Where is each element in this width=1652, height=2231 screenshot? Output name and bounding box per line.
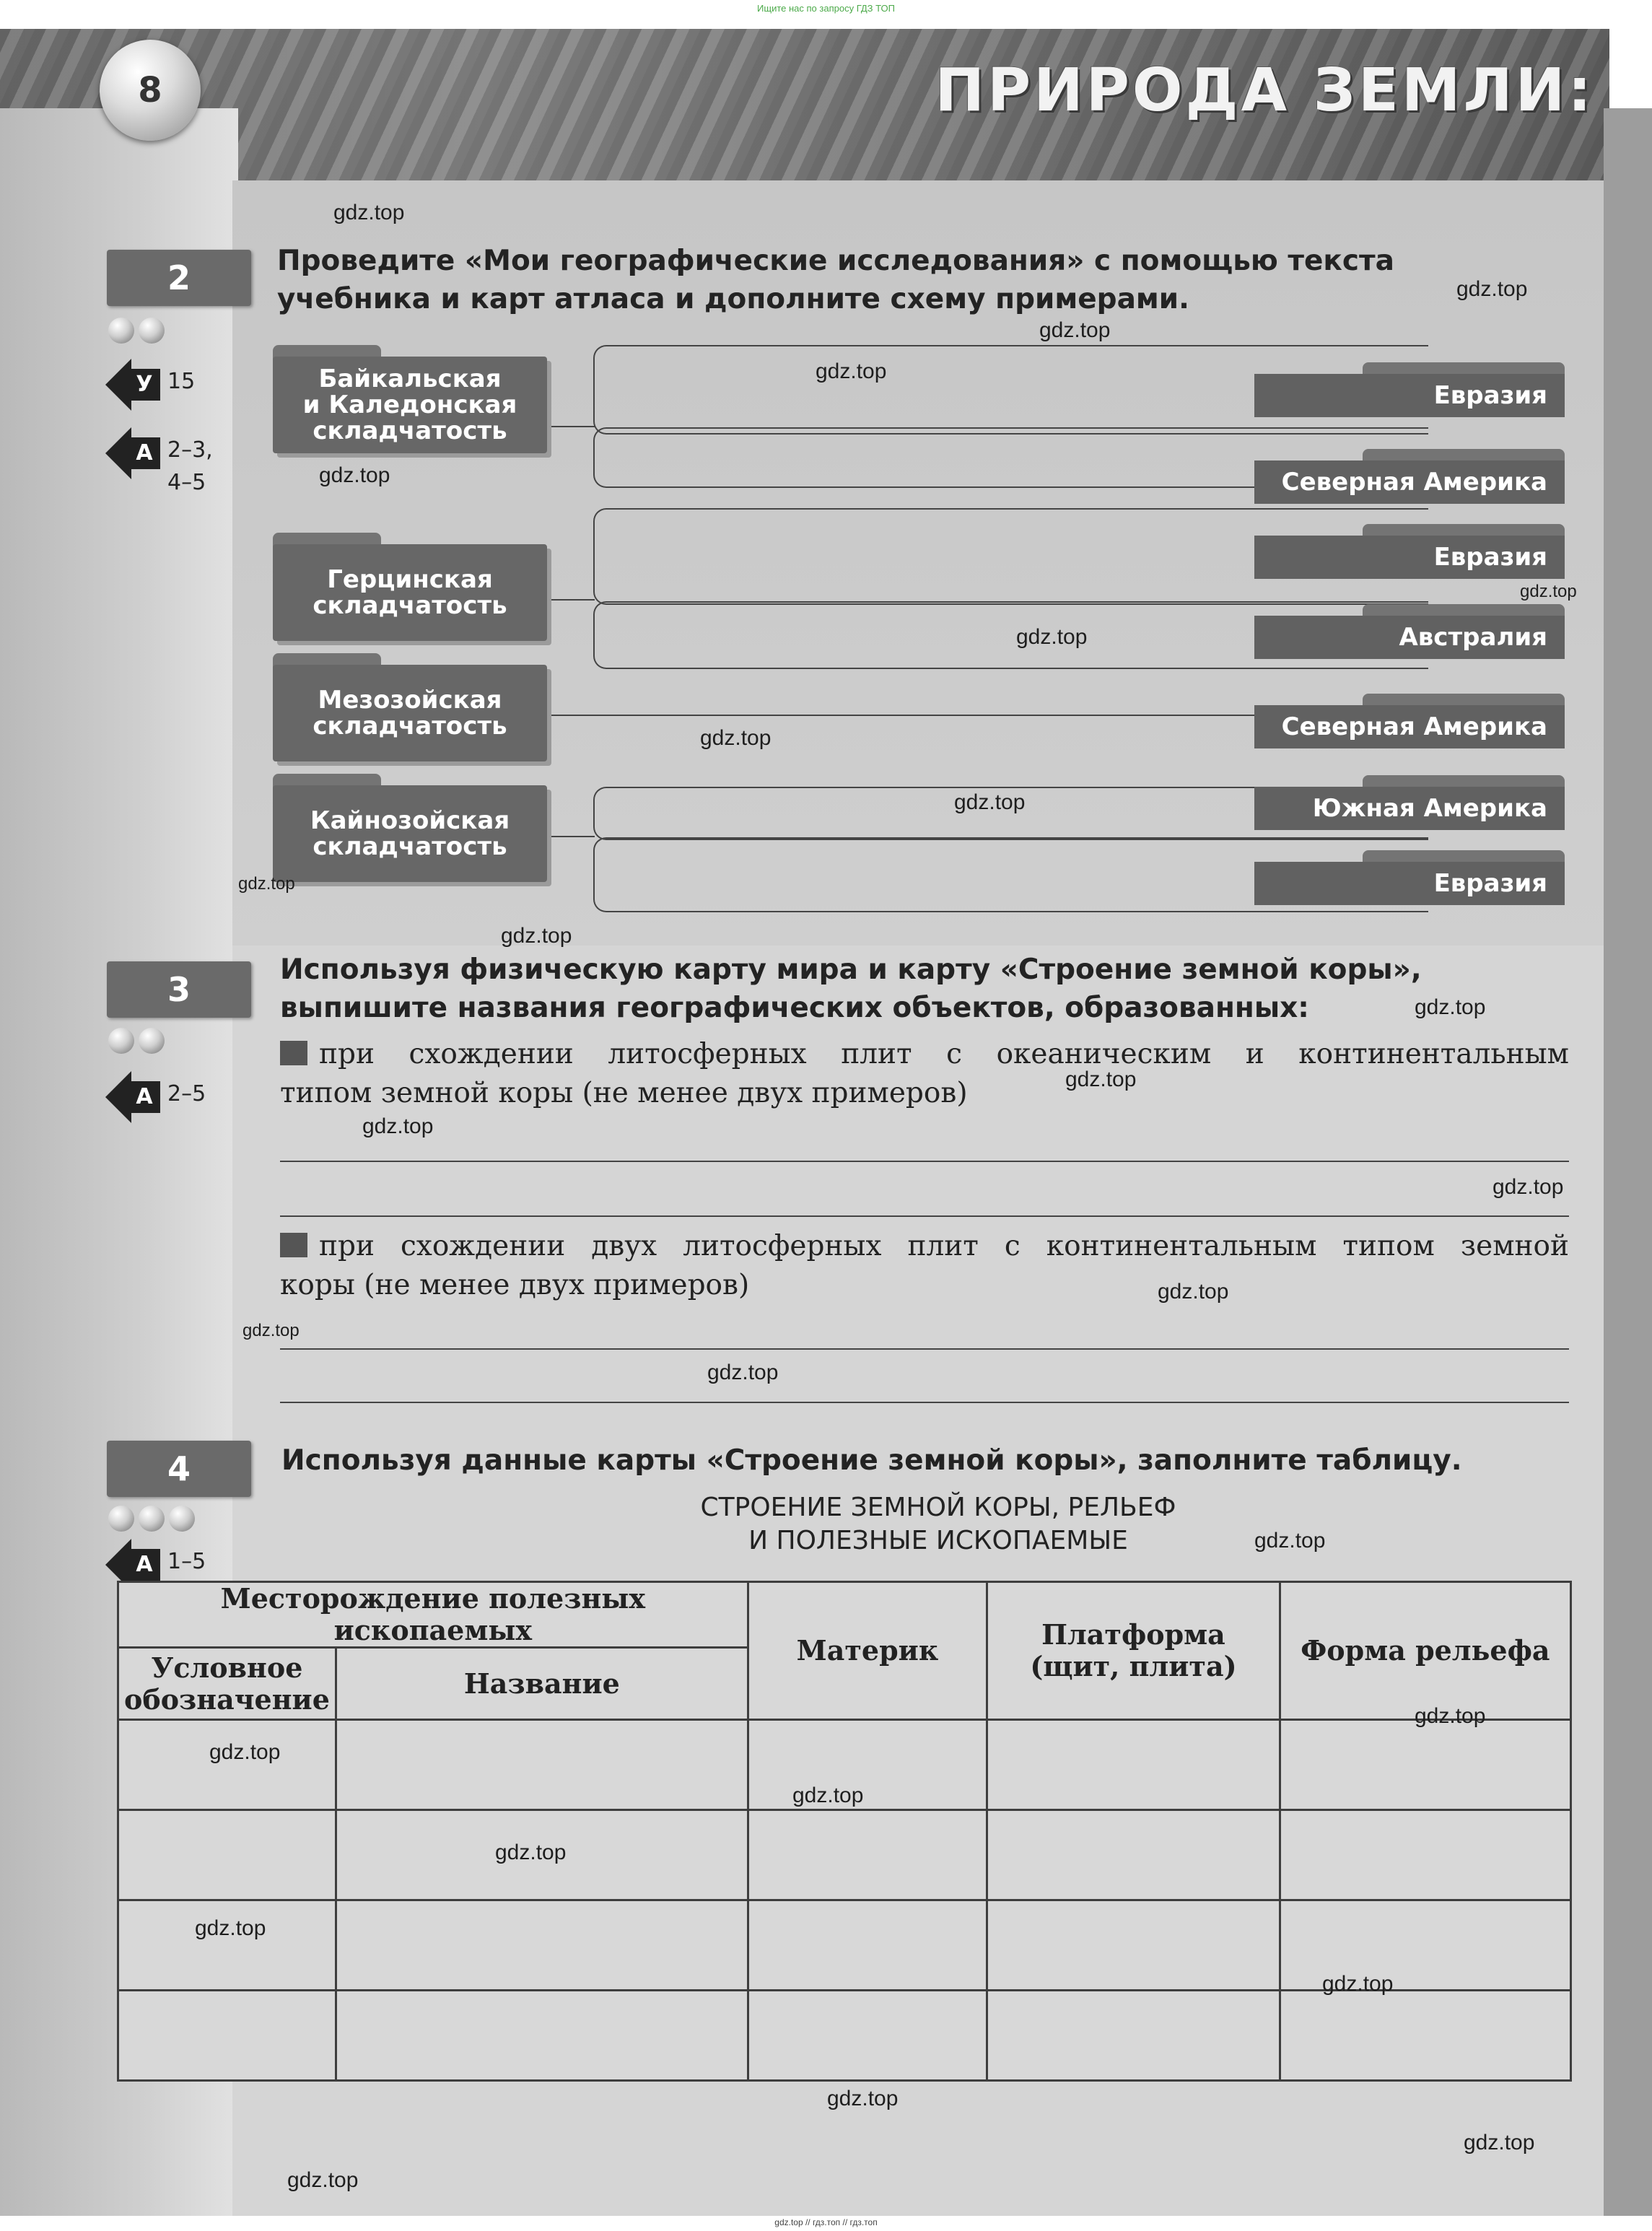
difficulty-dot-icon — [169, 1506, 195, 1532]
table-cell[interactable] — [748, 1720, 987, 1810]
folder-hercynian — [273, 533, 547, 641]
ref-letter: А — [128, 1549, 160, 1581]
continent-box — [1254, 862, 1565, 905]
table-cell[interactable] — [987, 1720, 1280, 1810]
folder-label-line: складчатость — [313, 591, 507, 620]
continent-label: Евразия — [1254, 536, 1565, 579]
watermark: gdz.top — [1254, 1529, 1326, 1553]
task-4-instruction: Используя данные карты «Строение земной коры», заполните таблицу. — [281, 1444, 1462, 1477]
table-row — [118, 1991, 1571, 2081]
table-caption — [505, 1491, 1371, 1558]
table-cell[interactable] — [1280, 1810, 1570, 1900]
watermark: gdz.top — [1456, 277, 1528, 301]
ref-letter: А — [128, 437, 160, 469]
page-number: 8 — [100, 40, 201, 141]
continent-label: Северная Америка — [1254, 705, 1565, 748]
task-2-text-line-1: Проведите «Мои географические исследования» с помощью текста — [277, 245, 1394, 277]
table-header-platform — [987, 1582, 1280, 1720]
square-bullet-icon — [280, 1233, 307, 1257]
watermark: gdz.top — [1520, 582, 1577, 601]
table-cell[interactable] — [987, 1810, 1280, 1900]
folder-label-line: складчатость — [313, 416, 507, 445]
watermark: gdz.top — [195, 1916, 266, 1940]
continent-label: Северная Америка — [1254, 460, 1565, 504]
watermark: gdz.top — [827, 2087, 899, 2110]
difficulty-dot-icon — [139, 1506, 165, 1532]
continent-box — [1254, 536, 1565, 579]
answer-line[interactable] — [280, 1348, 1569, 1350]
watermark: gdz.top — [1493, 1175, 1564, 1199]
top-search-hint: Ищите нас по запросу ГДЗ ТОП — [757, 3, 895, 14]
arrow-left-icon — [105, 359, 131, 411]
task-3-item-1 — [280, 1035, 1569, 1113]
watermark: gdz.top — [319, 463, 390, 487]
minerals-table — [117, 1581, 1572, 2082]
answer-line[interactable] — [280, 1161, 1569, 1162]
folder-mesozoic — [273, 653, 547, 761]
folder-baikal-caledonian — [273, 345, 547, 453]
continent-box — [1254, 787, 1565, 830]
continent-box — [1254, 374, 1565, 417]
square-bullet-icon — [280, 1041, 307, 1065]
right-margin-band — [1604, 108, 1652, 2216]
folder-label-line: Мезозойская — [318, 686, 502, 715]
bottom-site-links: gdz.top // гдз.топ // гдз.топ — [774, 2217, 878, 2227]
task-2-ref-textbook — [105, 359, 235, 411]
continent-label: Евразия — [1254, 374, 1565, 417]
watermark: gdz.top — [707, 1361, 779, 1384]
watermark: gdz.top — [700, 726, 772, 750]
table-cell[interactable] — [118, 1720, 336, 1810]
answer-line[interactable] — [280, 1402, 1569, 1403]
watermark: gdz.top — [1322, 1972, 1394, 1996]
table-cell[interactable] — [748, 1991, 987, 2081]
watermark: gdz.top — [1039, 318, 1111, 342]
watermark: gdz.top — [238, 874, 295, 894]
ref-letter: А — [128, 1081, 160, 1113]
ref-pages: 2–5 — [167, 1081, 206, 1106]
continent-box — [1254, 705, 1565, 748]
table-caption-line-2: И ПОЛЕЗНЫЕ ИСКОПАЕМЫЕ — [748, 1526, 1128, 1555]
continent-box — [1254, 616, 1565, 659]
task-3-item-2-line-2: коры (не менее двух примеров) — [280, 1269, 750, 1301]
watermark: gdz.top — [1065, 1068, 1137, 1091]
watermark: gdz.top — [333, 201, 405, 224]
task-4-difficulty — [108, 1506, 199, 1534]
task-3-item-2-line-1: при схождении двух литосферных плит с континентальным типом земной — [319, 1230, 1569, 1262]
ref-pages: 15 — [167, 369, 196, 394]
ref-pages: 2–3, — [167, 437, 213, 463]
table-header-platform-line-1: Платформа — [1041, 1618, 1225, 1651]
table-cell[interactable] — [118, 1991, 336, 2081]
ref-letter: У — [128, 369, 160, 401]
table-cell[interactable] — [1280, 1720, 1570, 1810]
table-header-platform-line-2: (щит, плита) — [1030, 1650, 1237, 1682]
table-row — [118, 1810, 1571, 1900]
watermark: gdz.top — [242, 1321, 300, 1340]
task-4-number: 4 — [107, 1441, 251, 1497]
folder-label-line: складчатость — [313, 832, 507, 861]
table-cell[interactable] — [1280, 1991, 1570, 2081]
task-3-item-2 — [280, 1227, 1569, 1305]
table-cell[interactable] — [336, 1720, 748, 1810]
folder-label-line: Байкальская — [318, 364, 502, 393]
watermark: gdz.top — [1464, 2131, 1535, 2154]
table-cell[interactable] — [748, 1900, 987, 1991]
difficulty-dot-icon — [139, 1028, 165, 1054]
difficulty-dot-icon — [108, 318, 134, 344]
task-3-number: 3 — [107, 961, 251, 1018]
folder-label-line: Герцинская — [327, 565, 493, 594]
watermark: gdz.top — [1016, 625, 1088, 649]
arrow-left-icon — [105, 427, 131, 479]
watermark: gdz.top — [209, 1740, 281, 1764]
ref-pages-continued: 4–5 — [167, 470, 206, 495]
task-3-ref-atlas — [105, 1071, 235, 1123]
task-3-item-1-line-2: типом земной коры (не менее двух примеров) — [280, 1077, 968, 1109]
watermark: gdz.top — [362, 1114, 434, 1138]
task-2-number: 2 — [107, 250, 251, 306]
answer-line[interactable] — [280, 1215, 1569, 1217]
table-caption-line-1: СТРОЕНИЕ ЗЕМНОЙ КОРЫ, РЕЛЬЕФ — [700, 1493, 1176, 1522]
task-2-text-line-2: учебника и карт атласа и дополните схему примерами. — [277, 283, 1189, 315]
task-3-text-line-1: Используя физическую карту мира и карту «Строение земной коры», — [280, 953, 1422, 986]
table-group-header: Месторождение полезных ископаемых — [118, 1582, 748, 1648]
watermark: gdz.top — [816, 359, 887, 383]
table-header-symbol-line-2: обозначение — [124, 1682, 330, 1716]
scheme-connector — [551, 426, 595, 427]
task-3-item-1-line-1: при схождении литосферных плит с океаническим и континентальным — [319, 1038, 1569, 1070]
table-header-symbol — [118, 1648, 336, 1720]
table-cell[interactable] — [336, 1991, 748, 2081]
difficulty-dot-icon — [139, 318, 165, 344]
watermark: gdz.top — [792, 1784, 864, 1807]
folder-cenozoic — [273, 774, 547, 882]
table-cell[interactable] — [118, 1900, 336, 1991]
watermark: gdz.top — [501, 924, 572, 948]
page-title: ПРИРОДА ЗЕМЛИ: — [935, 56, 1594, 125]
table-header-symbol-line-1: Условное — [151, 1651, 303, 1684]
ref-pages: 1–5 — [167, 1549, 206, 1574]
watermark: gdz.top — [287, 2168, 359, 2192]
table-cell[interactable] — [336, 1900, 748, 1991]
folder-label-line: Кайнозойская — [310, 806, 510, 835]
watermark: gdz.top — [495, 1841, 567, 1864]
arrow-left-icon — [105, 1071, 131, 1123]
table-cell[interactable] — [748, 1810, 987, 1900]
table-header-relief: Форма рельефа — [1280, 1582, 1570, 1720]
scheme-connector — [551, 599, 595, 601]
task-3-text-line-2: выпишите названия географических объектов, образованных: — [280, 992, 1309, 1024]
table-cell[interactable] — [118, 1810, 336, 1900]
difficulty-dot-icon — [108, 1506, 134, 1532]
table-cell[interactable] — [987, 1991, 1280, 2081]
watermark: gdz.top — [1415, 1704, 1486, 1728]
task-3-difficulty — [108, 1028, 169, 1057]
table-header-name: Название — [336, 1648, 748, 1720]
watermark: gdz.top — [954, 790, 1026, 814]
continent-label: Австралия — [1254, 616, 1565, 659]
continent-label: Евразия — [1254, 862, 1565, 905]
watermark: gdz.top — [1415, 995, 1486, 1019]
difficulty-dot-icon — [108, 1028, 134, 1054]
table-cell[interactable] — [987, 1900, 1280, 1991]
folder-label-line: и Каледонская — [302, 390, 517, 419]
continent-label: Южная Америка — [1254, 787, 1565, 830]
watermark: gdz.top — [1158, 1280, 1229, 1304]
continent-box — [1254, 460, 1565, 504]
folder-label-line: складчатость — [313, 712, 507, 741]
task-2-difficulty — [108, 318, 169, 346]
scheme-connector — [551, 836, 595, 837]
table-header-continent: Материк — [748, 1582, 987, 1720]
